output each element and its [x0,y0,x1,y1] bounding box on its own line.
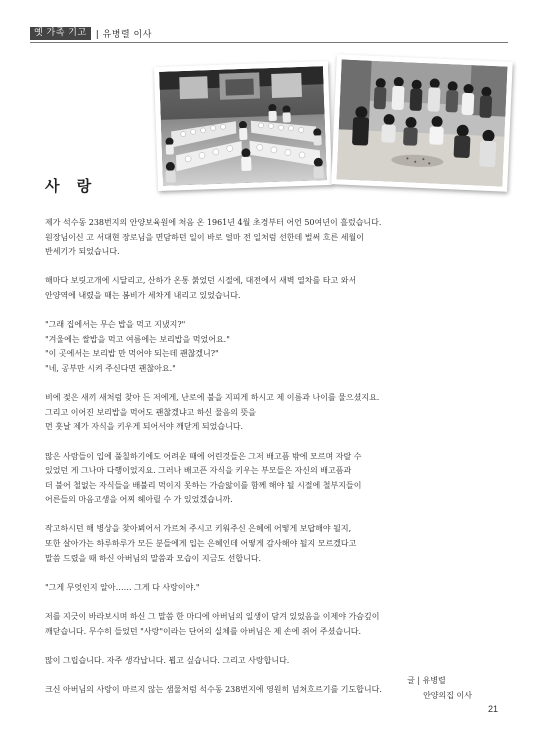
text-line: 있었던 게 그나마 다행이었지요. 그러나 배고픈 자식을 키우는 부모들은 자신의 배고픔과 [45,466,352,476]
text-line: 더 불어 철없는 자식들을 배불리 먹이지 못하는 가슴앓이를 함께 해야 될 시절에 철부지들이 [45,480,362,490]
text-line: 많이 그립습니다. 자주 생각납니다. 뵙고 싶습니다. 그리고 사랑합니다. [45,655,290,665]
paragraph-4 [45,391,495,435]
paragraph-6 [45,522,495,566]
classroom-photo-image [159,66,327,186]
text-line: 어른들의 마음고생을 어찌 헤아릴 수 가 있었겠습니까. [45,495,233,505]
dialogue-line: "이 곳에서는 보리밥 만 먹어야 되는데 괜찮겠니?" [45,349,219,359]
text-line: 비에 젖은 새끼 새처럼 찾아 든 저에게, 난로에 불을 지피게 하시고 제 이름과 나이를 물으셨지요. [45,393,380,403]
paragraph-8 [45,610,495,639]
section-tag: 옛 가족 기고 [30,27,91,40]
header-divider [30,42,508,43]
dialogue-line: "그래 집에서는 무슨 밥을 먹고 지냈지?" [45,320,186,330]
signature-author: 글 | 유병렬 [407,676,446,685]
header [30,26,152,40]
article-title: 사 랑 [45,177,98,195]
signature [407,674,472,703]
quote-paragraph [45,581,495,596]
text-line: 원장님이신 고 서대현 장로님을 면담하던 일이 바로 얼마 전 일처럼 선한데 벌써 흐른 세월이 [45,232,364,242]
quote-line: "그게 무엇인지 알아…… 그게 다 사랑이야." [45,582,200,592]
header-author: | 유병렬 이사 [95,29,152,40]
text-line: 저를 지긋이 바라보시며 하신 그 말씀 한 마디에 아버님의 일생이 담겨 있었음을 이제야 가슴깊이 [45,612,380,622]
text-line: 안양역에 내렸을 때는 봄비가 세차게 내리고 있었습니다. [45,290,241,300]
text-line: 작고하시던 해 병상을 찾아뵈어서 가르쳐 주시고 키워주신 은혜에 어떻게 보답해야 될지, [45,524,352,534]
text-line: 해마다 보릿고개에 시달리고, 산하가 온통 붉었던 시절에, 대전에서 새벽 열차를 타고 와서 [45,276,357,286]
text-line: 깨닫습니다. 무수히 들었던 "사랑"이라는 단어의 실체를 아버님은 제 손에 쥐어 주셨습니다. [45,626,362,636]
dialogue-block [45,318,495,376]
paragraph-5 [45,450,495,508]
classroom-photo [154,61,332,191]
text-line: 말씀 드렸을 때 하신 아버님의 말씀과 모습이 지금도 선합니다. [45,553,262,563]
paragraph-2 [45,274,495,303]
children-outdoor-photo [331,54,513,192]
text-line: 크신 아버님의 사랑이 마르지 않는 샘물처럼 석수동 238번지에 영원히 넘쳐흐르기를 기도합니다. [45,685,382,694]
text-line: 반세기가 되었습니다. [45,247,120,257]
paragraph-1 [45,216,495,260]
dialogue-line: "겨울에는 쌀밥을 먹고 여름에는 보리밥을 먹었어요." [45,334,230,344]
text-line: 제가 석수동 238번지의 안양보육원에 처음 온 1961년 4월 초경부터 어언 50여년이 흘렀습니다. [45,218,382,227]
signature-role: 안양의집 이사 [423,690,472,700]
dialogue-line: "네, 공부만 시켜 주신다면 괜찮아요." [45,363,176,373]
text-line: 많은 사람들이 입에 풀칠하기에도 어려운 때에 어린것들은 그저 배고픔 밖에 모르며 자랄 수 [45,451,362,461]
text-line: 그리고 이어진 보리밥을 먹어도 괜찮겠냐고 하신 물음의 뜻을 [45,407,256,417]
text-line: 또한 살아가는 하루하루가 모든 분들에게 입는 은혜인데 어떻게 감사해야 될지 모르겠다고 [45,539,357,549]
page-number: 21 [488,704,499,714]
paragraph-9 [45,654,495,669]
text-line: 먼 훗날 제가 자식을 키우게 되어서야 깨닫게 되었습니다. [45,422,244,432]
article-body [45,216,495,712]
children-outdoor-photo-image [336,59,507,186]
